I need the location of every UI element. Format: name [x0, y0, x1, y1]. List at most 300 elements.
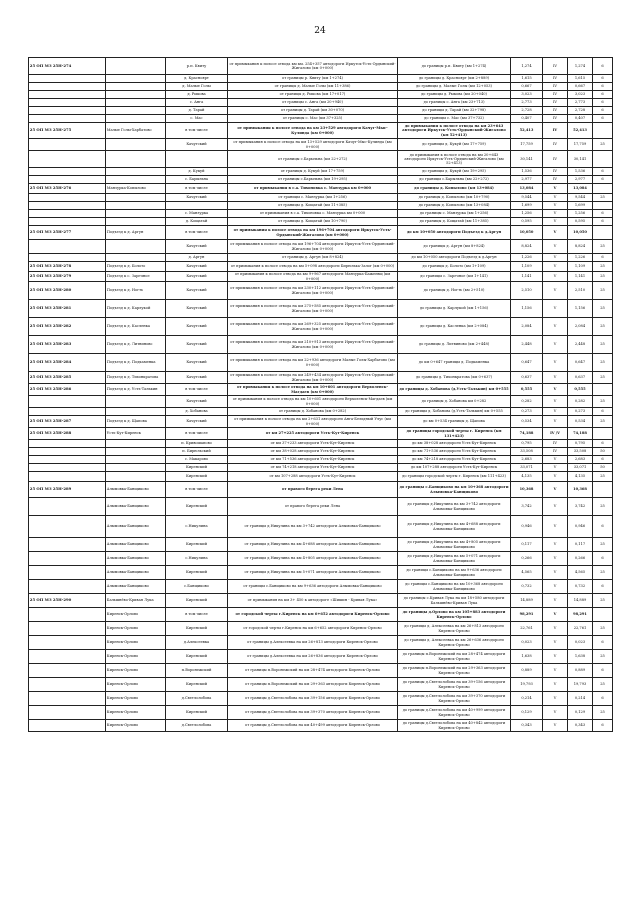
cell-right-of-way-m: 25 [593, 472, 613, 482]
cell-length-km: 0,266 [511, 552, 543, 566]
cell-municipality: с.Никулина [166, 516, 228, 538]
cell-length-total-km: 0,214 [568, 692, 593, 706]
cell-length-km: 0,946 [511, 516, 543, 538]
cell-road-code: 25 ОП МЗ 25Н-283 [29, 336, 106, 354]
cell-length-km: 0,667 [511, 83, 543, 91]
cell-road-name: Алымовка-Банщиково [106, 482, 166, 498]
cell-road-code [29, 218, 106, 226]
cell-segment-start: от примыкания к полосе отвода на км 9+967 автодороги Манзурка-Бажеевщ (км 0+000) [228, 272, 398, 282]
cell-municipality: Качугский [166, 240, 228, 254]
cell-segment-start: от правого берега реки Лена [228, 482, 398, 498]
cell-segment-start: от примыкания к полосе отвода на км 23+529 автодороги Качуг-Мыс-Кулинда (км 0+000) [228, 123, 398, 139]
cell-segment-start: от примыкания к полосе отвода на км 275+585 автодороги Иркутск-Усть-Ордынский-Жигалово (км 0+000) [228, 300, 398, 318]
cell-municipality: в том числе [166, 123, 228, 139]
table-row [29, 464, 613, 472]
cell-length-km: 9,544 [511, 194, 543, 202]
cell-municipality: д. Малые Голы [166, 83, 228, 91]
cell-segment-start: от границы с.Барыльна (км 22+272) [228, 151, 398, 168]
cell-municipality: в том числе [166, 226, 228, 240]
cell-road-category: V [543, 226, 568, 240]
table-row [29, 720, 613, 732]
cell-segment-start: от примыкания к полосе отвода на км 210+913 автодороги Иркутск-Усть-Ордынский-Жигалово (км 0+000) [228, 336, 398, 354]
cell-length-total-km: 0,946 [568, 516, 593, 538]
cell-road-category: V [543, 538, 568, 552]
cell-segment-end: до км 38+028 автодороги Усть-Кут-Киренск [398, 440, 511, 448]
cell-road-code [29, 516, 106, 538]
table-row [29, 176, 613, 184]
cell-road-category: IV [543, 115, 568, 123]
cell-road-category: V [543, 372, 568, 384]
cell-road-category: IV /V [543, 428, 568, 440]
table-row [29, 516, 613, 538]
cell-road-code [29, 115, 106, 123]
cell-length-total-km: 30,141 [568, 151, 593, 168]
cell-road-name [106, 151, 166, 168]
cell-right-of-way-m: 25 [593, 396, 613, 408]
cell-road-code: 25 ОП МЗ 25Н-286 [29, 384, 106, 396]
cell-segment-end: до км 0+534 границы д. Щапова [398, 416, 511, 428]
cell-length-total-km: 0,732 [568, 580, 593, 594]
cell-length-total-km: 0,647 [568, 354, 593, 372]
cell-road-name: Алымовка-Банщиково [106, 538, 166, 552]
cell-segment-start: от границы с.Банщиково на км 9+636 автодороги Алымовка-Банщиково [228, 580, 398, 594]
cell-municipality: с.Банщиково [166, 580, 228, 594]
cell-road-category: V [543, 210, 568, 218]
table-row [29, 678, 613, 692]
cell-length-total-km: 1,226 [568, 254, 593, 262]
cell-right-of-way-m: 6 [593, 176, 613, 184]
cell-road-category: V [543, 396, 568, 408]
table-row [29, 272, 613, 282]
table-row [29, 650, 613, 664]
cell-segment-start: от примыкания к полосе отвода на км 10+601 автодороги Верхоленск-Магдаев (км 0+000) [228, 396, 398, 408]
cell-municipality: Качугский [166, 272, 228, 282]
cell-road-code: 25 ОП МЗ 25Н-284 [29, 354, 106, 372]
roads-table [28, 57, 613, 732]
cell-segment-start: от городской черты г.Киренск на км 6+652 автодороги Киренск-Орлово [228, 608, 398, 622]
cell-segment-end: до км 71+536 автодороги Усть-Кут-Киренск [398, 448, 511, 456]
cell-right-of-way-m: 6 [593, 692, 613, 706]
cell-segment-start: от границы с.Барыльна (км 19+295) [228, 176, 398, 184]
cell-length-total-km: 2,728 [568, 107, 593, 115]
cell-road-category: V [543, 354, 568, 372]
cell-segment-start: от границы п.Воронежский на км 28+474 автодороги Киренск-Орлово [228, 664, 398, 678]
cell-road-category: V [543, 336, 568, 354]
cell-road-code [29, 664, 106, 678]
table-row [29, 384, 613, 396]
cell-segment-end: до границы д. Хобанова (д.Усть-Талькин) км 0+555 [398, 408, 511, 416]
cell-length-km: 22,761 [511, 622, 543, 636]
table-row [29, 202, 613, 210]
cell-municipality: Качугский [166, 354, 228, 372]
cell-segment-end: до границы д. Кукуй (км 17+759) [398, 139, 511, 151]
cell-segment-end: до границы с. Анга (км 23+713) [398, 99, 511, 107]
cell-road-category: V [543, 282, 568, 300]
cell-road-category: IV [543, 123, 568, 139]
cell-road-code: 25 ОП МЗ 25Н-289 [29, 482, 106, 498]
cell-road-code [29, 498, 106, 516]
cell-municipality [166, 151, 228, 168]
cell-segment-start: от примыкания к полосе отвода на км 249+434 автодороги Иркутск-Усть-Ордынский-Жигалово (км 0+000) [228, 372, 398, 384]
cell-right-of-way-m: 6 [593, 58, 613, 75]
cell-road-code: 25 ОП МЗ 25Н-288 [29, 428, 106, 440]
cell-right-of-way-m: 6 [593, 99, 613, 107]
cell-length-total-km: 0,343 [568, 720, 593, 732]
cell-right-of-way-m: 25 [593, 300, 613, 318]
cell-road-name: Подъезд к д. Аргун [106, 226, 166, 240]
cell-length-total-km: 3,742 [568, 498, 593, 516]
cell-municipality: Киренский [166, 650, 228, 664]
cell-right-of-way-m [593, 482, 613, 498]
cell-segment-start: от границы д.Никулина на км 4+688 автодороги Алымовка-Банщиково [228, 538, 398, 552]
cell-road-code [29, 91, 106, 99]
cell-segment-start: от примыкания к полосе отвода на км 2+631 автодороги Анга-Бельдный Улус (км 0+000) [228, 416, 398, 428]
cell-road-category: IV [543, 91, 568, 99]
cell-length-total-km: 2,084 [568, 318, 593, 336]
cell-road-code [29, 240, 106, 254]
cell-road-code: 25 ОП МЗ 25Н-279 [29, 272, 106, 282]
table-row [29, 372, 613, 384]
cell-segment-end: до км 107+288 автодороги Усть-Кут-Киренск [398, 464, 511, 472]
cell-road-category: V [543, 408, 568, 416]
cell-right-of-way-m: 25 [593, 622, 613, 636]
cell-right-of-way-m: 6 [593, 83, 613, 91]
cell-road-name: Подъезд к д. Карлукой [106, 300, 166, 318]
cell-road-category: V [543, 552, 568, 566]
cell-length-total-km: 1,536 [568, 168, 593, 176]
cell-road-name [106, 408, 166, 416]
cell-length-km: 10,050 [511, 226, 543, 240]
cell-road-name: Подъезд к д. Щапова [106, 416, 166, 428]
cell-length-total-km: 10,050 [568, 226, 593, 240]
cell-road-code [29, 139, 106, 151]
cell-length-km: 0,117 [511, 538, 543, 552]
cell-road-name: Подъезд к д. Ногть [106, 282, 166, 300]
cell-segment-end: до границы с.Банщиково на км 10+368 автодороги Алымовка-Банщиково [398, 580, 511, 594]
cell-municipality: Качугский [166, 318, 228, 336]
table-row [29, 139, 613, 151]
cell-length-total-km: 0,129 [568, 706, 593, 720]
cell-length-km: 17,759 [511, 139, 543, 151]
table-row [29, 318, 613, 336]
cell-road-category: V [543, 272, 568, 282]
cell-right-of-way-m: 25 [593, 262, 613, 272]
cell-road-name: Малые Голы-Харбатово [106, 123, 166, 139]
cell-road-code [29, 720, 106, 732]
cell-road-category: V [543, 300, 568, 318]
cell-road-code [29, 448, 106, 456]
cell-municipality: с.Никулина [166, 552, 228, 566]
cell-right-of-way-m: 25 [593, 194, 613, 202]
cell-road-category: IV [543, 75, 568, 83]
cell-right-of-way-m: 25 [593, 416, 613, 428]
cell-length-km: 1,156 [511, 300, 543, 318]
cell-length-total-km: 1,615 [568, 75, 593, 83]
cell-segment-start: от границы д. Тарай (км 30+070) [228, 107, 398, 115]
table-row [29, 472, 613, 482]
cell-segment-start: от границы д.Никулина на км 5+071 автодороги Алымовка-Банщиково [228, 566, 398, 580]
cell-length-km: 0,795 [511, 440, 543, 448]
cell-road-code [29, 176, 106, 184]
cell-segment-end: до границы д. Копылово (км 13+084) [398, 202, 511, 210]
cell-length-km: 1,141 [511, 272, 543, 282]
cell-road-name [106, 448, 166, 456]
cell-segment-start: от границы д. Кощатай (км 11+385) [228, 202, 398, 210]
cell-road-code [29, 472, 106, 482]
cell-road-category: V [543, 254, 568, 262]
cell-municipality: Киренский [166, 538, 228, 552]
cell-length-total-km: 17,759 [568, 139, 593, 151]
cell-length-km: 0,129 [511, 706, 543, 720]
cell-municipality: Качугский [166, 372, 228, 384]
table-row [29, 416, 613, 428]
cell-road-category: V [543, 262, 568, 272]
cell-segment-end: до границы д. Рыкова (км 20+040) [398, 91, 511, 99]
cell-municipality: Киренский [166, 622, 228, 636]
table-row [29, 58, 613, 75]
cell-road-code [29, 580, 106, 594]
cell-road-name: Подъезд к д. Касленка [106, 318, 166, 336]
cell-segment-start: от границы д. Кощатай (км 10+790) [228, 218, 398, 226]
table-row [29, 226, 613, 240]
cell-road-code [29, 396, 106, 408]
cell-segment-end: до границы п.Воронежский на км 28+474 автодороги Киренск-Орлово [398, 650, 511, 664]
cell-municipality [166, 202, 228, 210]
cell-municipality: в том числе [166, 482, 228, 498]
cell-length-total-km: 52,413 [568, 123, 593, 139]
cell-municipality: д.Алексеевка [166, 636, 228, 650]
cell-municipality: с. Манзурка [166, 210, 228, 218]
cell-segment-end: до границы д. Литвиново (км 2+448) [398, 336, 511, 354]
cell-road-name [106, 254, 166, 262]
cell-length-km: 0,214 [511, 692, 543, 706]
cell-road-name: Киренск-Орлово [106, 664, 166, 678]
cell-length-total-km: 14,889 [568, 594, 593, 608]
cell-municipality: р.п. Квиту [166, 58, 228, 75]
cell-road-code [29, 408, 106, 416]
cell-right-of-way-m: 6 [593, 168, 613, 176]
cell-length-total-km: 74,188 [568, 428, 593, 440]
cell-road-code [29, 83, 106, 91]
cell-road-category: IV [543, 99, 568, 107]
cell-municipality: Качугский [166, 282, 228, 300]
cell-right-of-way-m: 6 [593, 107, 613, 115]
table-row [29, 336, 613, 354]
cell-road-category: V [543, 650, 568, 664]
cell-municipality: в том числе [166, 608, 228, 622]
cell-length-km: 0,407 [511, 115, 543, 123]
cell-road-code: 25 ОП МЗ 25Н-281 [29, 300, 106, 318]
cell-road-category: V [543, 202, 568, 210]
cell-segment-end: до границы д. Хобанова (д.Усть-Талькин) км 0+555 [398, 384, 511, 396]
cell-segment-start: от правого берега реки Лена [228, 498, 398, 516]
cell-length-total-km: 0,266 [568, 552, 593, 566]
cell-segment-start: от км 107+288 автодороги Усть-Кут-Киренск [228, 472, 398, 482]
cell-segment-end: до границы д. Копылово (км 13+084) [398, 184, 511, 194]
cell-length-total-km: 2,448 [568, 336, 593, 354]
cell-length-km: 13,084 [511, 184, 543, 194]
cell-length-km: 1,226 [511, 254, 543, 262]
cell-segment-end: до границы д. Карлукой (км 1+156) [398, 300, 511, 318]
cell-segment-end: до примыкания к полосе отвода на км 20+643 автодороги Иркутск-Усть-Ордынский-Жигалово (км 52+413) [398, 151, 511, 168]
cell-municipality: д. Хобанова [166, 408, 228, 416]
cell-road-code [29, 608, 106, 622]
cell-road-code [29, 622, 106, 636]
cell-length-total-km: 0,273 [568, 408, 593, 416]
cell-segment-end: до границы д. Кощатай (км 11+385) [398, 218, 511, 226]
cell-municipality: с. Макарово [166, 456, 228, 464]
cell-municipality: д. Кощатай [166, 218, 228, 226]
cell-segment-end: до границы д. Тихонкратова (км 0+637) [398, 372, 511, 384]
table-row [29, 482, 613, 498]
cell-road-category: V [543, 692, 568, 706]
cell-road-name [106, 107, 166, 115]
cell-length-total-km: 4,135 [568, 472, 593, 482]
cell-segment-end: до границы д.Светлолобова на км 40+842 автодороги Киренск-Орлово [398, 720, 511, 732]
cell-municipality: д. Тарай [166, 107, 228, 115]
table-row [29, 440, 613, 448]
cell-road-name: Манзурка-Копылово [106, 184, 166, 194]
cell-length-km: 19,793 [511, 678, 543, 692]
cell-segment-start: от границы д. Кукуй (км 17+759) [228, 168, 398, 176]
cell-length-km: 1,274 [511, 58, 543, 75]
table-row [29, 448, 613, 456]
cell-road-category: V [543, 566, 568, 580]
cell-road-name [106, 202, 166, 210]
cell-length-km: 30,141 [511, 151, 543, 168]
cell-road-name [106, 99, 166, 107]
cell-road-name [106, 115, 166, 123]
cell-road-category: IV [543, 139, 568, 151]
cell-road-name [106, 58, 166, 75]
cell-road-category: V [543, 194, 568, 202]
cell-road-name [106, 210, 166, 218]
cell-length-total-km: 1,109 [568, 262, 593, 272]
cell-road-code [29, 678, 106, 692]
cell-segment-start: от км 27+225 автодороги Усть-Кут-Киренск [228, 428, 398, 440]
cell-road-code: 25 ОП МЗ 25Н-287 [29, 416, 106, 428]
table-row [29, 75, 613, 83]
cell-segment-end: до границы с.Банщиково на км 10+368 автодороги Алымовка-Банщиково [398, 482, 511, 498]
cell-length-total-km: 0,117 [568, 538, 593, 552]
cell-road-code: 25 ОП МЗ 25Н-282 [29, 318, 106, 336]
cell-road-code [29, 254, 106, 262]
cell-road-code [29, 650, 106, 664]
cell-road-name: Киренск-Орлово [106, 706, 166, 720]
cell-road-category: IV [543, 83, 568, 91]
cell-length-total-km: 9,544 [568, 194, 593, 202]
cell-segment-start: от км 71+536 автодороги Усть-Кут-Киренск [228, 456, 398, 464]
cell-right-of-way-m [593, 123, 613, 139]
cell-road-name: Алымовка-Банщиково [106, 580, 166, 594]
cell-road-name: Подъезд к д. Подкаменка [106, 354, 166, 372]
cell-road-code: 25 ОП МЗ 25Н-285 [29, 372, 106, 384]
cell-length-km: 0,647 [511, 354, 543, 372]
cell-municipality: с. Барыльна [166, 176, 228, 184]
cell-road-name: Алымовка-Банщиково [106, 566, 166, 580]
cell-length-total-km: 0,667 [568, 83, 593, 91]
cell-road-name [106, 194, 166, 202]
cell-road-code [29, 636, 106, 650]
cell-municipality: Киренский [166, 498, 228, 516]
cell-road-category: V [543, 218, 568, 226]
cell-length-total-km: 2,773 [568, 99, 593, 107]
cell-segment-start: от примыкания в с.а. Тихоновка с. Манзурка км 0+000 [228, 184, 398, 194]
cell-segment-start: от границы с. Анга (км 20+940) [228, 99, 398, 107]
cell-length-km: 1,256 [511, 210, 543, 218]
cell-municipality: Качугский [166, 336, 228, 354]
cell-segment-start: от границы р. Квиту (км 1+274) [228, 75, 398, 83]
cell-length-total-km: 1,699 [568, 202, 593, 210]
cell-length-total-km: 0,534 [568, 416, 593, 428]
cell-right-of-way-m: 50 [593, 464, 613, 472]
cell-segment-start: от границы с. Мас (км 37+325) [228, 115, 398, 123]
cell-road-code [29, 706, 106, 720]
cell-length-km: 2,773 [511, 99, 543, 107]
cell-length-total-km: 8,824 [568, 240, 593, 254]
cell-segment-start: от границы д. Малые Голы (км 11+386) [228, 83, 398, 91]
cell-right-of-way-m: 6 [593, 580, 613, 594]
cell-segment-end: до км 0+647 границы д. Подкаменка [398, 354, 511, 372]
cell-right-of-way-m: 6 [593, 91, 613, 99]
table-row [29, 300, 613, 318]
cell-length-km: 2,510 [511, 282, 543, 300]
cell-road-name [106, 396, 166, 408]
cell-road-name: Киренск-Орлово [106, 636, 166, 650]
cell-road-name [106, 464, 166, 472]
cell-municipality: Киренский [166, 472, 228, 482]
cell-segment-start: от границы д. Хобанова (км 0+282) [228, 408, 398, 416]
cell-municipality: д.Светлолобова [166, 692, 228, 706]
cell-segment-start: от границы п.Воронежский на км 29+363 автодороги Киренск-Орлово [228, 678, 398, 692]
cell-road-code [29, 202, 106, 210]
cell-length-total-km: 3,023 [568, 91, 593, 99]
cell-segment-start: от примыкания к полосе отвода км км. 254+357 автодороги Иркутск-Усть-Ордынский-Жигалово (км 0+000) [228, 58, 398, 75]
cell-length-total-km: 2,683 [568, 456, 593, 464]
cell-length-km: 0,595 [511, 218, 543, 226]
table-row [29, 83, 613, 91]
cell-segment-end: до границы д.Никулина на км 4+805 автодороги Алымовка-Банщиково [398, 538, 511, 552]
cell-road-code [29, 194, 106, 202]
cell-segment-end: до границы д.Никулина на км 3+742 автодороги Алымовка-Банщиково [398, 498, 511, 516]
cell-road-category: V [543, 456, 568, 464]
cell-road-category: IV [543, 58, 568, 75]
cell-road-name: Подъезд к д. Усть-Талькин [106, 384, 166, 396]
cell-municipality: Качугский [166, 300, 228, 318]
cell-length-km: 14,889 [511, 594, 543, 608]
cell-right-of-way-m: 25 [593, 706, 613, 720]
cell-right-of-way-m: 25 [593, 282, 613, 300]
cell-road-name: Подъезд к д. Тихонкратова [106, 372, 166, 384]
table-row [29, 210, 613, 218]
cell-segment-end: до границы д. Красноярт (км 2+889) [398, 75, 511, 83]
cell-length-total-km: 2,977 [568, 176, 593, 184]
cell-length-km: 0,343 [511, 720, 543, 732]
cell-segment-start: от примыкания к полосе отвода на км 5+098 автодороги Бирюлька-Залог (км 0+000) [228, 262, 398, 272]
cell-right-of-way-m: 25 [593, 336, 613, 354]
cell-road-code [29, 464, 106, 472]
table-row [29, 456, 613, 464]
cell-right-of-way-m: 25 [593, 538, 613, 552]
cell-right-of-way-m: 25 [593, 566, 613, 580]
cell-segment-end: до примыкания к полосе отвода на км 23+643 автодороги Иркутск-Усть-Ордынский-Жигалово (км 52+413) [398, 123, 511, 139]
cell-length-total-km: 0,795 [568, 440, 593, 448]
cell-length-km: 0,889 [511, 664, 543, 678]
cell-segment-end: до границы с.Банщиково на км 9+636 автодороги Алымовка-Банщиково [398, 566, 511, 580]
cell-segment-start: от примыкания на км 3+ 450 к автодороге «Шишин - Кривая Лука» [228, 594, 398, 608]
cell-road-name: Киренск-Орлово [106, 692, 166, 706]
cell-segment-start: от км 38+028 автодороги Усть-Кут-Киренск [228, 448, 398, 456]
